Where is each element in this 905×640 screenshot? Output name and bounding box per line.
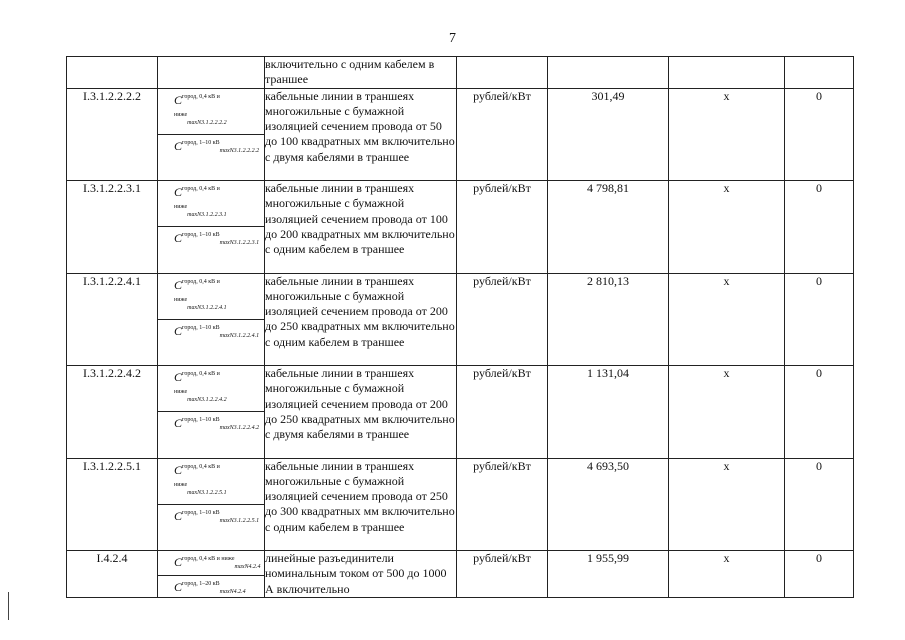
- formula-superscript: город, 1–20 кВ: [182, 581, 220, 588]
- value-cell: 301,49: [548, 88, 669, 181]
- symbol-cell: [158, 366, 265, 459]
- table-row: [67, 88, 854, 181]
- x-cell: x: [669, 458, 785, 551]
- unit-cell: рублей/кВт: [457, 551, 548, 598]
- symbol-top: [158, 274, 264, 319]
- x-cell: x: [669, 551, 785, 598]
- zero-cell: 0: [785, 88, 854, 181]
- formula-subscript: maxN3.1.2.2.3.1: [187, 212, 227, 219]
- formula-letter: $C^{город, 1-10 кВ}_{maxN3.1.2.2.4.1}$: [174, 323, 260, 339]
- table-row: [67, 458, 854, 551]
- formula-symbol: [158, 135, 264, 181]
- formula-superscript: город, 1–10 кВ: [182, 509, 220, 516]
- formula-letter: $C^{город, 0,4 кВ и ниже}_{maxN3.1.2.2.4.1}$: [174, 277, 227, 311]
- table-row: [67, 273, 854, 366]
- description-cell: кабельные линии в траншеях многожильные с бумажной изоляцией сечением провода от 200 до 250 квадратных мм включительно с двумя кабелями в траншее: [265, 366, 457, 459]
- formula-subscript: maxN3.1.2.2.4.2: [219, 425, 260, 432]
- symbol-bottom: [158, 319, 264, 365]
- symbol-cell: [158, 181, 265, 274]
- description-cell: линейные разъединители номинальным током от 500 до 1000 А включительно: [265, 551, 457, 598]
- formula-symbol: [158, 320, 264, 366]
- formula-subscript: maxN3.1.2.2.5.1: [187, 489, 227, 496]
- formula-superscript: город, 0,4 кВ и ниже: [174, 278, 220, 303]
- x-cell: x: [669, 181, 785, 274]
- unit-cell: рублей/кВт: [457, 181, 548, 274]
- code-cell: I.3.1.2.2.2.2: [67, 88, 158, 181]
- formula-subscript: maxN3.1.2.2.5.1: [219, 517, 260, 524]
- table-row: [67, 366, 854, 459]
- symbol-top: [158, 366, 264, 411]
- formula-subscript: maxN4.2.4: [234, 564, 261, 571]
- formula-symbol: [158, 274, 264, 320]
- formula-subscript: maxN3.1.2.2.4.1: [219, 332, 260, 339]
- symbol-cell: [158, 273, 265, 366]
- symbol-stack: [158, 366, 264, 458]
- description-cell: кабельные линии в траншеях многожильные с бумажной изоляцией сечением провода от 200 до 250 квадратных мм включительно с одним кабелем в траншее: [265, 273, 457, 366]
- value-cell: 2 810,13: [548, 273, 669, 366]
- code-cell: I.4.2.4: [67, 551, 158, 598]
- formula-superscript: город, 1–10 кВ: [182, 139, 220, 146]
- symbol-bottom: [158, 411, 264, 457]
- formula-symbol: [158, 505, 264, 551]
- formula-superscript: город, 1–10 кВ: [182, 324, 220, 331]
- symbol-top: [158, 181, 264, 226]
- formula-subscript: maxN4.2.4: [219, 589, 246, 596]
- symbol-stack: [158, 551, 264, 597]
- formula-letter: $C^{город, 0,4 кВ и ниже}_{maxN3.1.2.2.5.1}$: [174, 462, 227, 496]
- formula-subscript: maxN3.1.2.2.2.2: [219, 147, 260, 154]
- formula-letter: $C^{город, 1-10 кВ}_{maxN3.1.2.2.2.2}$: [174, 138, 260, 154]
- table-row-continuation: [67, 57, 854, 89]
- zero-cell: 0: [785, 273, 854, 366]
- formula-letter: $C^{город, 1-10 кВ}_{maxN3.1.2.2.5.1}$: [174, 508, 260, 524]
- symbol-cell: [158, 551, 265, 598]
- symbol-bottom: [158, 226, 264, 272]
- symbol-bottom: [158, 504, 264, 550]
- formula-subscript: maxN3.1.2.2.3.1: [219, 240, 260, 247]
- formula-letter: $C^{город, 0,4 кВ и ниже}_{maxN3.1.2.2.4.2}$: [174, 370, 227, 404]
- symbol-stack: [158, 181, 264, 273]
- formula-symbol: [158, 576, 264, 601]
- formula-subscript: maxN3.1.2.2.2.2: [187, 119, 227, 126]
- unit-cell: [457, 57, 548, 89]
- formula-letter: $C^{город, 1-10 кВ}_{maxN3.1.2.2.4.2}$: [174, 416, 260, 432]
- formula-letter: $C^{город, 0,4 кВ и ниже}_{maxN3.1.2.2.2.2}$: [174, 92, 227, 126]
- table-row: [67, 181, 854, 274]
- formula-symbol: [158, 459, 264, 505]
- unit-cell: рублей/кВт: [457, 88, 548, 181]
- formula-letter: $C^{город, 0,4 кВ и ниже}_{maxN4.2.4}$: [174, 555, 261, 571]
- formula-superscript: город, 0,4 кВ и ниже: [174, 93, 220, 118]
- description-cell: кабельные линии в траншеях многожильные с бумажной изоляцией сечением провода от 50 до 100 квадратных мм включительно с двумя кабелями в траншее: [265, 88, 457, 181]
- x-cell: x: [669, 88, 785, 181]
- formula-symbol: [158, 551, 264, 576]
- formula-symbol: [158, 366, 264, 412]
- symbol-top: [158, 89, 264, 134]
- page-number: 7: [449, 31, 456, 46]
- description-cell: кабельные линии в траншеях многожильные с бумажной изоляцией сечением провода от 100 до 200 квадратных мм включительно с одним кабелем в траншее: [265, 181, 457, 274]
- formula-symbol: [158, 89, 264, 135]
- symbol-cell: [158, 88, 265, 181]
- zero-cell: 0: [785, 458, 854, 551]
- formula-superscript: город, 0,4 кВ и ниже: [182, 556, 235, 563]
- formula-superscript: город, 1–10 кВ: [182, 232, 220, 239]
- table-row: [67, 551, 854, 598]
- tariff-table: [66, 56, 854, 598]
- formula-letter: $C^{город, 1-20 кВ}_{maxN4.2.4}$: [174, 580, 246, 596]
- symbol-bottom: [158, 134, 264, 180]
- formula-symbol: [158, 412, 264, 458]
- zero-cell: 0: [785, 551, 854, 598]
- description-cell: включительно с одним кабелем в траншее: [265, 57, 457, 89]
- formula-letter: $C^{город, 0,4 кВ и ниже}_{maxN3.1.2.2.3.1}$: [174, 185, 227, 219]
- formula-superscript: город, 0,4 кВ и ниже: [174, 463, 220, 488]
- code-cell: I.3.1.2.2.3.1: [67, 181, 158, 274]
- value-cell: 1 955,99: [548, 551, 669, 598]
- x-cell: x: [669, 273, 785, 366]
- formula-letter: $C^{город, 1-10 кВ}_{maxN3.1.2.2.3.1}$: [174, 231, 260, 247]
- unit-cell: рублей/кВт: [457, 273, 548, 366]
- zero-cell: 0: [785, 181, 854, 274]
- symbol-stack: [158, 89, 264, 181]
- symbol-top: [158, 459, 264, 504]
- x-cell: [669, 57, 785, 89]
- symbol-stack: [158, 459, 264, 551]
- formula-symbol: [158, 181, 264, 227]
- formula-subscript: maxN3.1.2.2.4.1: [187, 304, 227, 311]
- code-cell: [67, 57, 158, 89]
- formula-superscript: город, 0,4 кВ и ниже: [174, 371, 220, 396]
- description-cell: кабельные линии в траншеях многожильные с бумажной изоляцией сечением провода от 250 до 300 квадратных мм включительно с одним кабелем в траншее: [265, 458, 457, 551]
- scan-margin-mark: [8, 592, 9, 620]
- value-cell: 4 798,81: [548, 181, 669, 274]
- symbol-bottom: [158, 575, 264, 600]
- symbol-stack: [158, 274, 264, 366]
- symbol-top: [158, 551, 264, 575]
- value-cell: [548, 57, 669, 89]
- value-cell: 4 693,50: [548, 458, 669, 551]
- x-cell: x: [669, 366, 785, 459]
- unit-cell: рублей/кВт: [457, 458, 548, 551]
- zero-cell: 0: [785, 366, 854, 459]
- formula-superscript: город, 1–10 кВ: [182, 417, 220, 424]
- unit-cell: рублей/кВт: [457, 366, 548, 459]
- formula-subscript: maxN3.1.2.2.4.2: [187, 397, 227, 404]
- formula-symbol: [158, 227, 264, 273]
- code-cell: I.3.1.2.2.4.1: [67, 273, 158, 366]
- symbol-cell: [158, 57, 265, 89]
- code-cell: I.3.1.2.2.5.1: [67, 458, 158, 551]
- formula-superscript: город, 0,4 кВ и ниже: [174, 186, 220, 211]
- symbol-cell: [158, 458, 265, 551]
- zero-cell: [785, 57, 854, 89]
- value-cell: 1 131,04: [548, 366, 669, 459]
- code-cell: I.3.1.2.2.4.2: [67, 366, 158, 459]
